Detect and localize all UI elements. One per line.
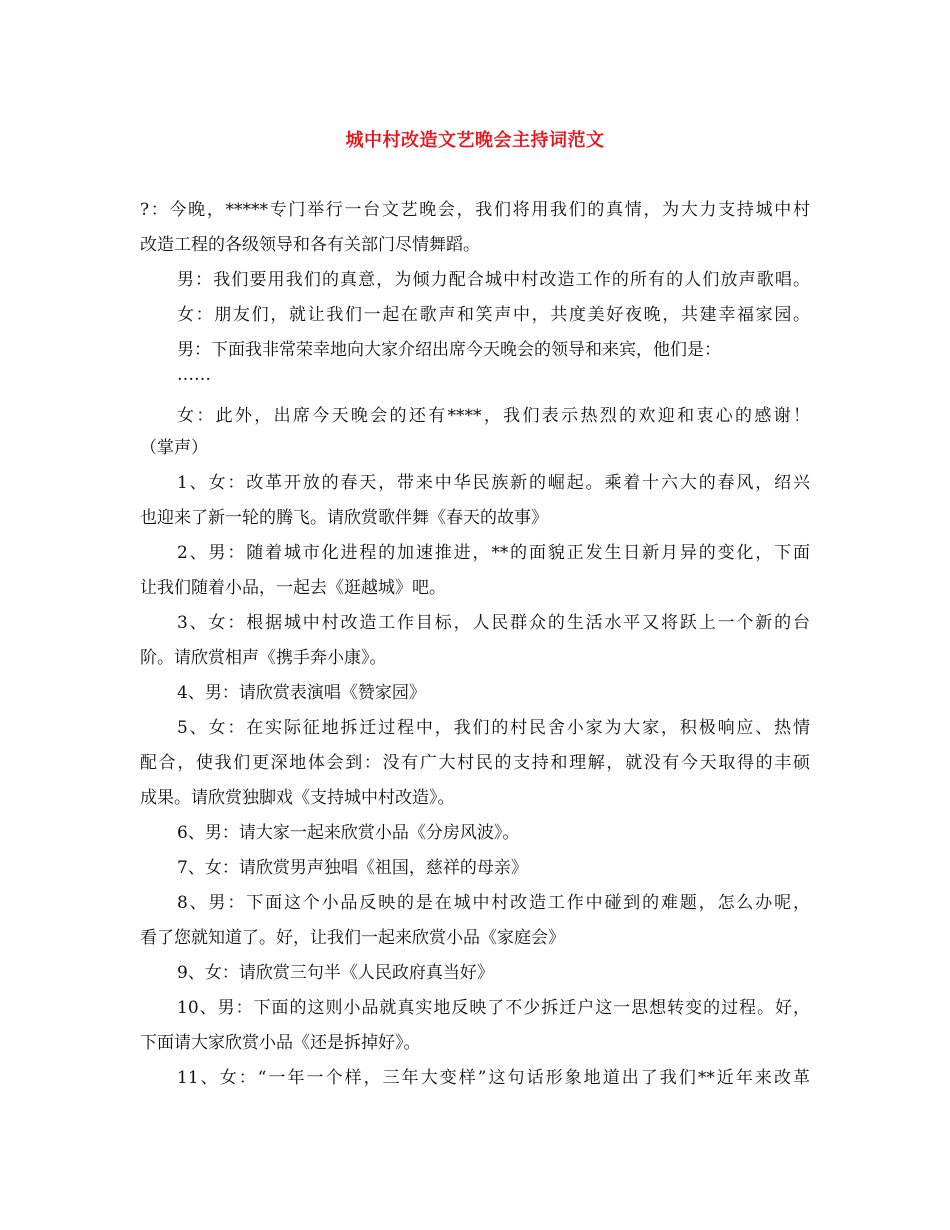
paragraph-line: 配合，使我们更深地体会到：没有广大村民的支持和理解，就没有今天取得的丰硕 <box>140 753 810 773</box>
paragraph-line: 11、女：“一年一个样，三年大变样”这句话形象地道出了我们**近年来改革 <box>177 1068 810 1088</box>
paragraph-line: 也迎来了新一轮的腾飞。请欣赏歌伴舞《春天的故事》 <box>140 508 548 528</box>
paragraph-line: 7、女：请欣赏男声独唱《祖国，慈祥的母亲》 <box>177 858 528 878</box>
paragraph-line: 改造工程的各级领导和各有关部门尽情舞蹈。 <box>140 235 480 255</box>
paragraph-line: 6、男：请大家一起来欣赏小品《分房风波》。 <box>177 823 520 843</box>
document-title: 城中村改造文艺晚会主持词范文 <box>345 130 605 151</box>
paragraph-line: 男：下面我非常荣幸地向大家介绍出席今天晚会的领导和来宾，他们是： <box>177 340 721 360</box>
paragraph-line: 9、女：请欣赏三句半《人民政府真当好》 <box>177 963 494 983</box>
paragraph-line: …… <box>177 365 211 385</box>
paragraph-line: ?：今晚，*****专门举行一台文艺晚会，我们将用我们的真情，为大力支持城中村 <box>140 200 810 220</box>
paragraph-line: 女：朋友们，就让我们一起在歌声和笑声中，共度美好夜晚，共建幸福家园。 <box>177 305 810 325</box>
paragraph-line: 8、男：下面这个小品反映的是在城中村改造工作中碰到的难题，怎么办呢， <box>177 893 810 913</box>
paragraph-line: 2、男：随着城市化进程的加速推进，**的面貌正发生日新月异的变化，下面 <box>177 543 810 563</box>
paragraph-line: 女：此外，出席今天晚会的还有****，我们表示热烈的欢迎和衷心的感谢！ <box>177 406 810 426</box>
paragraph-line: 3、女：根据城中村改造工作目标，人民群众的生活水平又将跃上一个新的台 <box>177 613 810 633</box>
paragraph-line: 下面请大家欣赏小品《还是拆掉好》。 <box>140 1033 421 1053</box>
paragraph-line: 让我们随着小品，一起去《逛越城》吧。 <box>140 578 446 598</box>
paragraph-line: 看了您就知道了。好，让我们一起来欣赏小品《家庭会》 <box>140 928 565 948</box>
paragraph-line: 4、男：请欣赏表演唱《赞家园》 <box>177 683 426 703</box>
paragraph-line: 成果。请欣赏独脚戏《支持城中村改造》。 <box>140 788 455 808</box>
paragraph-line: 10、男：下面的这则小品就真实地反映了不少拆迁户这一思想转变的过程。好， <box>177 998 810 1018</box>
paragraph-line: 男：我们要用我们的真意，为倾力配合城中村改造工作的所有的人们放声歌唱。 <box>177 270 810 290</box>
paragraph-line: （掌声） <box>140 438 208 458</box>
paragraph-line: 1、女：改革开放的春天，带来中华民族新的崛起。乘着十六大的春风，绍兴 <box>177 473 810 493</box>
paragraph-line: 阶。请欣赏相声《携手奔小康》。 <box>140 648 387 668</box>
paragraph-line: 5、女：在实际征地拆迁过程中，我们的村民舍小家为大家，积极响应、热情 <box>177 718 810 738</box>
